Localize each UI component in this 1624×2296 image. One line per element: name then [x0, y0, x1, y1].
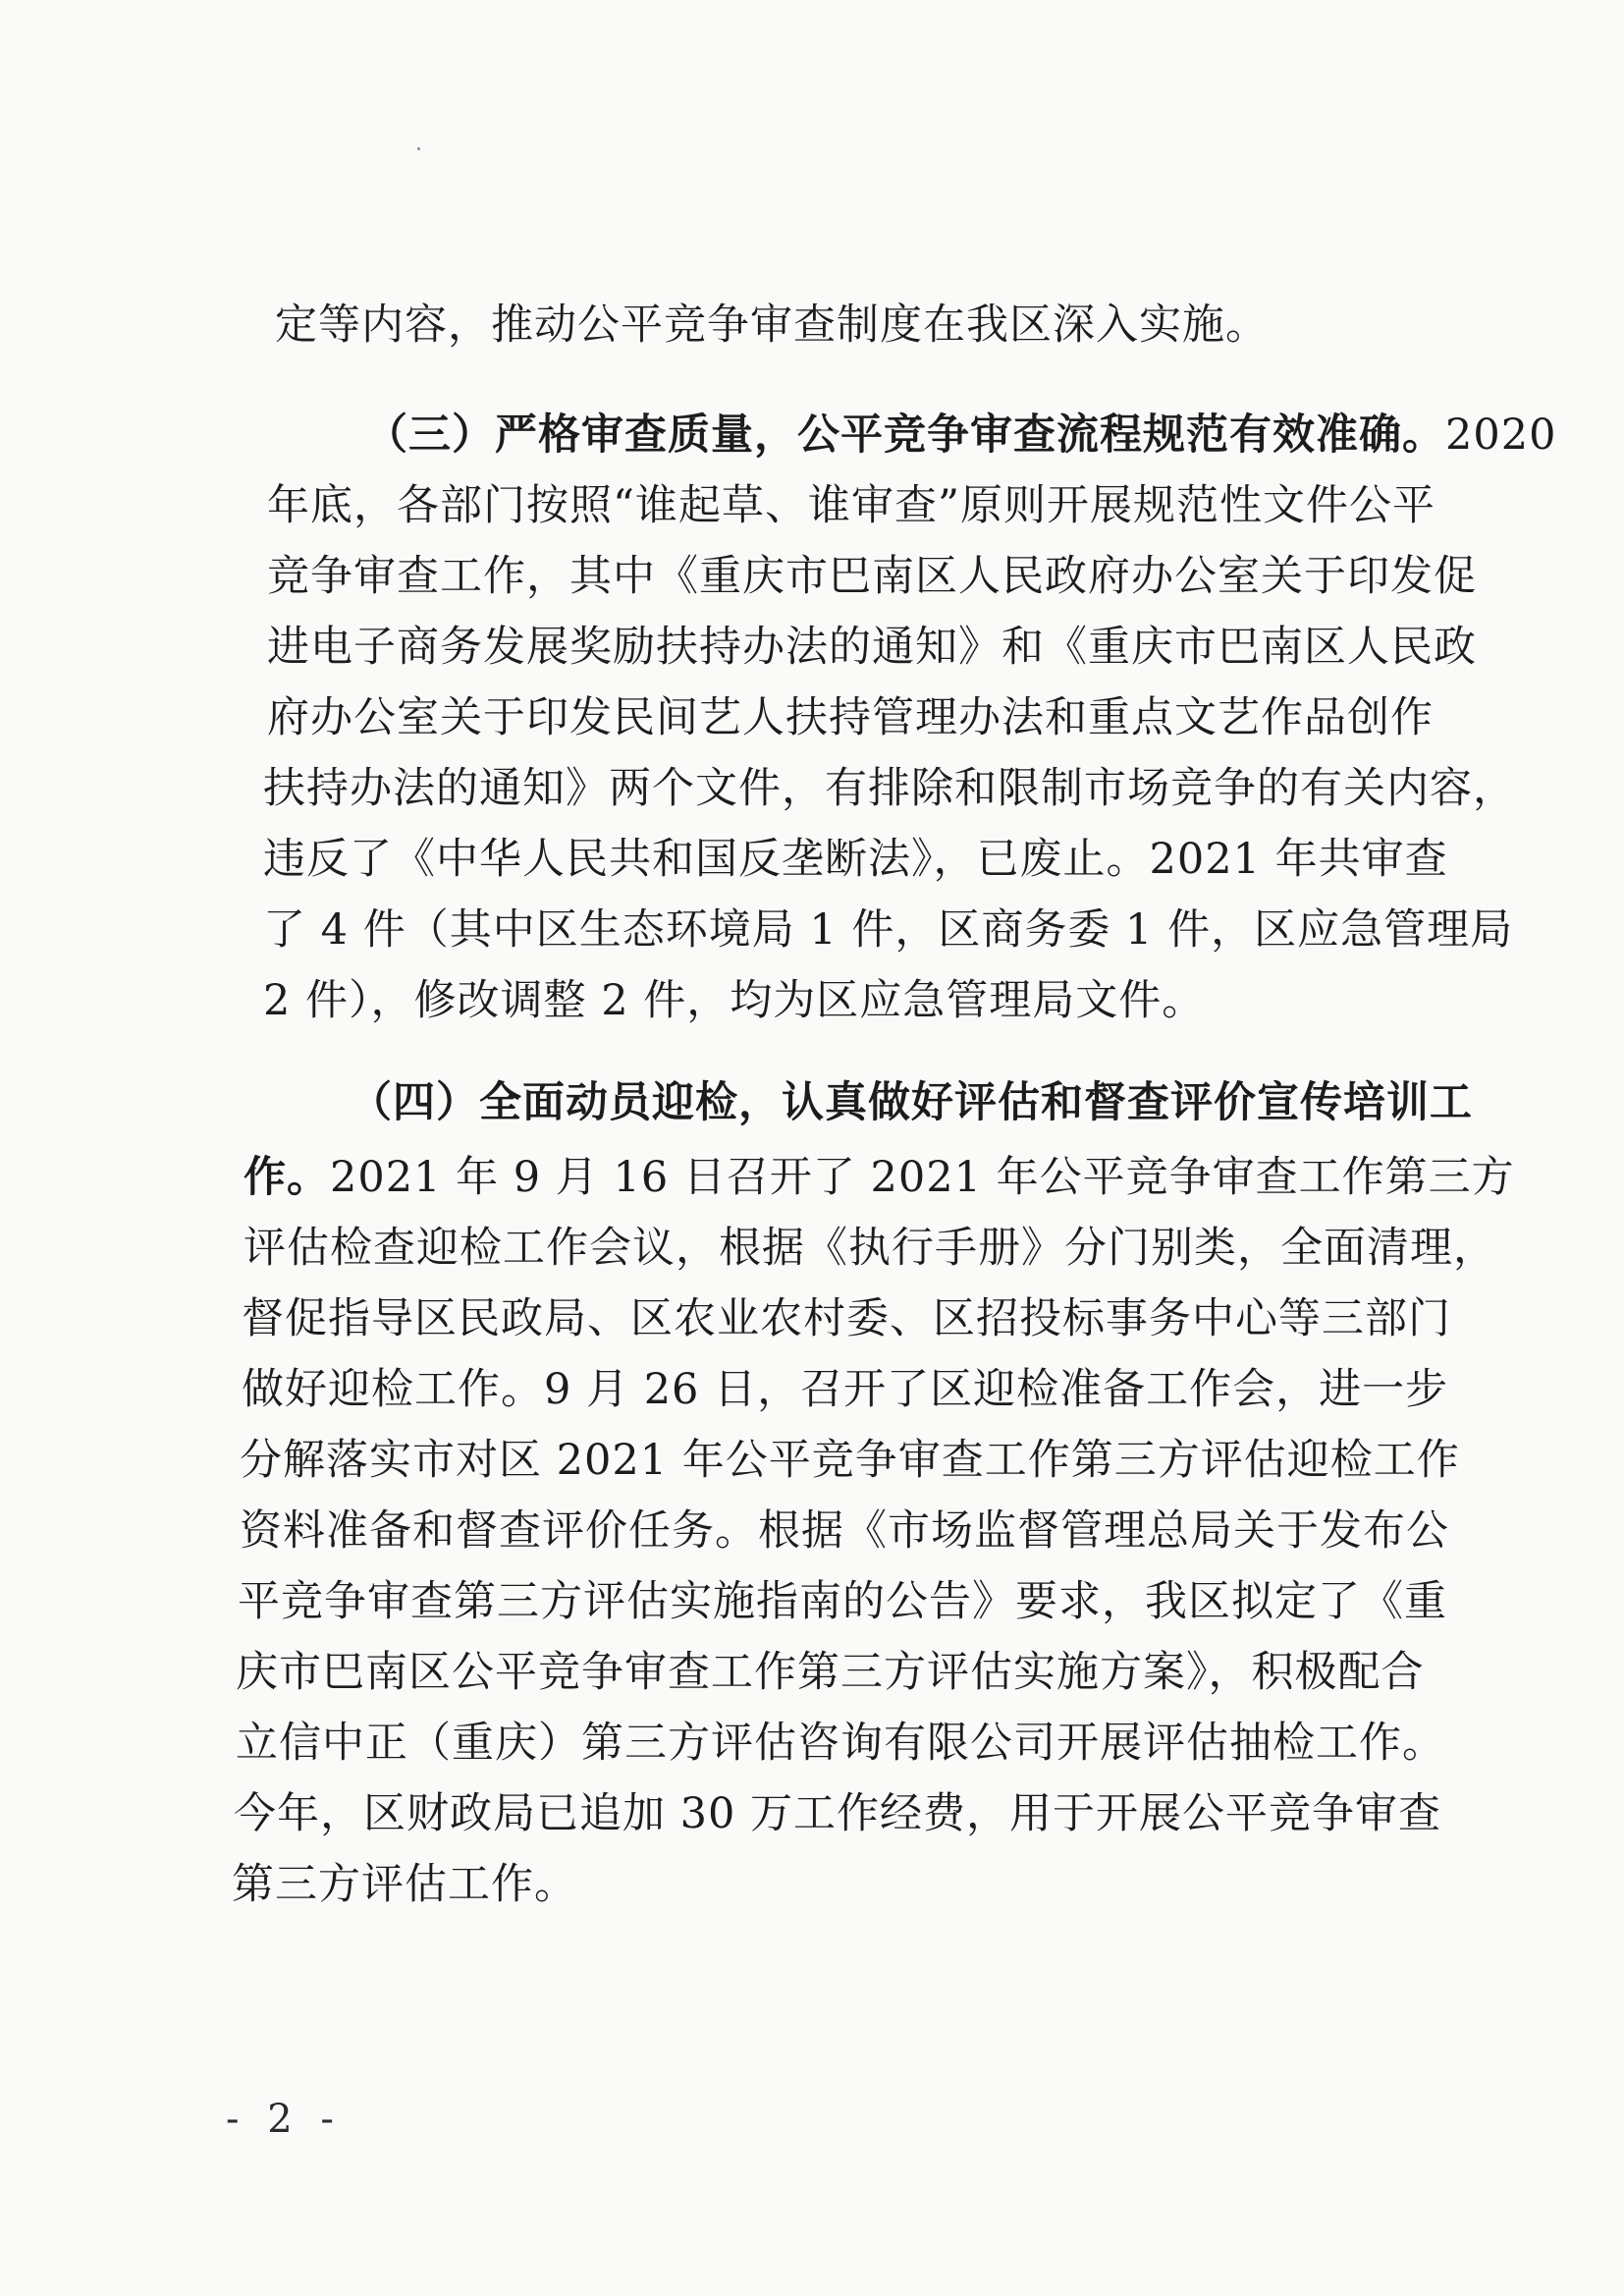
paragraph-line: [263, 975, 1205, 1026]
paragraph-line: [232, 1859, 577, 1910]
paragraph-line: [263, 834, 1448, 885]
line-text: 定等内容，推动公平竞争审查制度在我区深入实施。: [275, 301, 1269, 350]
paragraph-line: [267, 692, 1434, 743]
line-text: 立信中正（重庆）第三方评估咨询有限公司开展评估抽检工作。: [236, 1719, 1445, 1768]
line-text: 违反了《中华人民共和国反垄断法》，已废止。2021 年共审查: [263, 835, 1448, 884]
paragraph-line: [234, 1788, 1441, 1839]
line-text: 做好迎检工作。9 月 26 日，召开了区迎检准备工作会，进一步: [242, 1365, 1449, 1414]
paragraph-line: [244, 1223, 1496, 1274]
section-heading-4: （四）全面动员迎检，认真做好评估和督查评价宣传培训工: [350, 1078, 1473, 1127]
paragraph-line: [240, 1505, 1449, 1557]
paragraph-line: [263, 904, 1513, 956]
paragraph-line: [236, 1647, 1425, 1698]
line-text: 庆市巴南区公平竞争审查工作第三方评估实施方案》，积极配合: [236, 1648, 1425, 1697]
paragraph-line: [263, 763, 1516, 814]
paragraph-line: [267, 622, 1477, 673]
paragraph-line: [242, 1364, 1448, 1415]
line-text: 2 件），修改调整 2 件，均为区应急管理局文件。: [263, 976, 1206, 1025]
paragraph-line: [238, 1576, 1447, 1627]
section-heading-line: [365, 410, 1556, 461]
line-text: 督促指导区民政局、区农业农村委、区招投标事务中心等三部门: [242, 1294, 1451, 1343]
paragraph-line: [244, 1152, 1515, 1203]
line-text: 了 4 件（其中区生态环境局 1 件，区商务委 1 件，区应急管理局: [263, 905, 1514, 955]
line-text: 评估检查迎检工作会议，根据《执行手册》分门别类，全面清理，: [244, 1224, 1496, 1273]
section-heading-3: （三）严格审查质量，公平竞争审查流程规范有效准确。: [365, 410, 1445, 460]
line-text: 第三方评估工作。: [232, 1860, 577, 1909]
line-text: 今年，区财政局已追加 30 万工作经费，用于开展公平竞争审查: [234, 1789, 1442, 1838]
paragraph-line: [275, 300, 1269, 351]
line-text: 府办公室关于印发民间艺人扶持管理办法和重点文艺作品创作: [267, 693, 1434, 742]
line-text: 年底，各部门按照“谁起草、谁审查”原则开展规范性文件公平: [267, 481, 1435, 530]
paragraph-line: [267, 480, 1435, 531]
paragraph-line: [236, 1718, 1445, 1769]
line-text: 平竞争审查第三方评估实施指南的公告》要求，我区拟定了《重: [238, 1577, 1447, 1626]
line-text: 2021 年 9 月 16 日召开了 2021 年公平竞争审查工作第三方: [330, 1153, 1515, 1202]
paragraph-line: [240, 1435, 1460, 1486]
section-heading-line: [350, 1077, 1473, 1128]
page-number: - 2 -: [226, 2097, 342, 2142]
line-text: 资料准备和督查评价任务。根据《市场监督管理总局关于发布公: [240, 1506, 1449, 1556]
section-heading-4-end: 作。: [244, 1153, 330, 1202]
paragraph-line: [242, 1293, 1451, 1344]
scan-speck: [417, 147, 420, 150]
line-text: 分解落实市对区 2021 年公平竞争审查工作第三方评估迎检工作: [240, 1436, 1460, 1485]
line-text: 扶持办法的通知》两个文件，有排除和限制市场竞争的有关内容，: [263, 764, 1516, 813]
paragraph-line: [267, 551, 1477, 602]
line-text: 2020: [1445, 410, 1557, 460]
line-text: 进电子商务发展奖励扶持办法的通知》和《重庆市巴南区人民政: [267, 623, 1477, 672]
line-text: 竞争审查工作，其中《重庆市巴南区人民政府办公室关于印发促: [267, 552, 1477, 601]
